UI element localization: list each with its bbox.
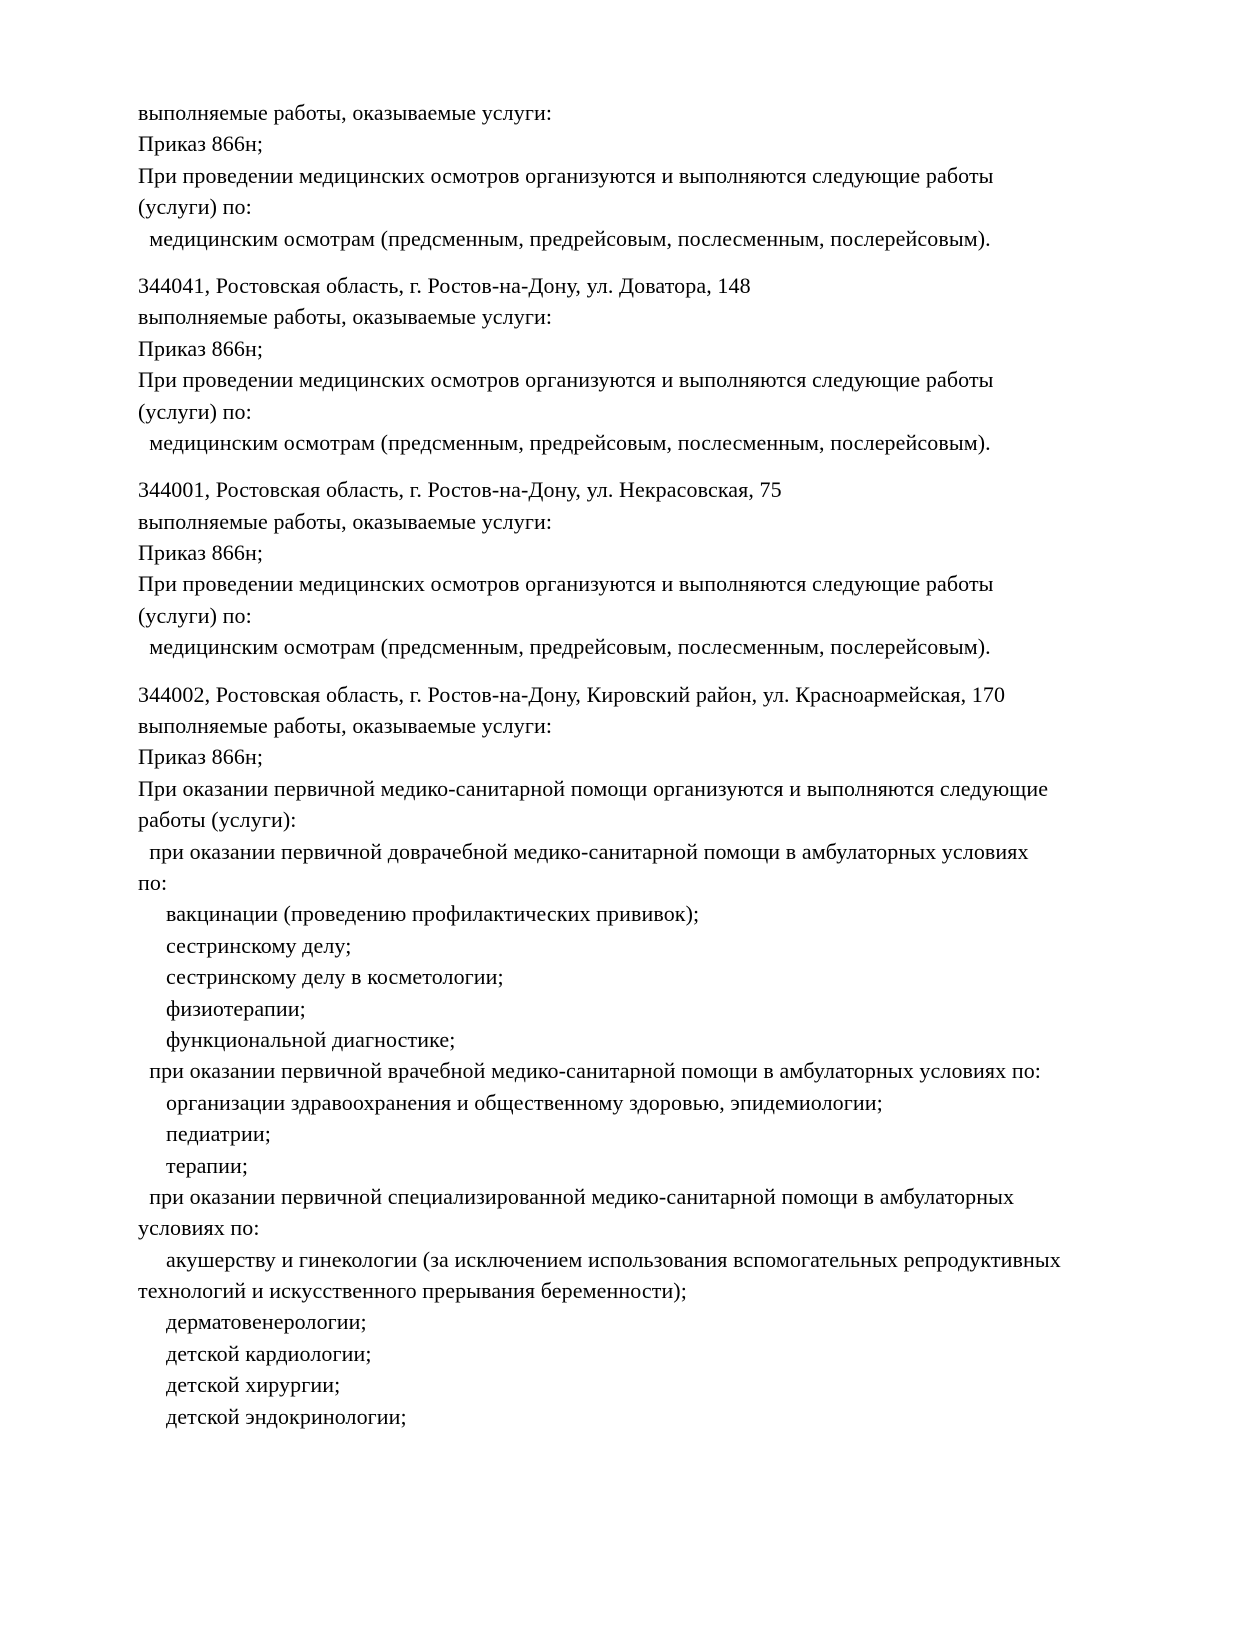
text-line: выполняемые работы, оказываемые услуги: [138,508,553,534]
text-line: условиях по: [138,1215,260,1241]
text-line: детской хирургии; [138,1372,341,1398]
text-line: (услуги) по: [138,194,252,220]
text-line: медицинским осмотрам (предсменным, предрейсовым, послесменным, послерейсовым). [138,225,991,251]
text-line: детской кардиологии; [138,1340,372,1366]
document-body [138,97,1200,1448]
license-block [138,270,1200,458]
text-line: медицинским осмотрам (предсменным, предрейсовым, послесменным, послерейсовым). [138,429,991,455]
text-line: при оказании первичной врачебной медико-санитарной помощи в амбулаторных условиях по: [138,1058,1042,1084]
license-block [138,679,1200,1432]
text-line: выполняемые работы, оказываемые услуги: [138,304,553,330]
text-line: физиотерапии; [138,995,306,1021]
text-line: педиатрии; [138,1121,271,1147]
text-line: при оказании первичной доврачебной медико-санитарной помощи в амбулаторных условиях [138,838,1029,864]
text-line: При оказании первичной медико-санитарной помощи организуются и выполняются следующие [138,775,1049,801]
license-block [138,474,1200,662]
text-line: при оказании первичной специализированной медико-санитарной помощи в амбулаторных [138,1183,1015,1209]
text-line: детской эндокринологии; [138,1403,407,1429]
text-line: функциональной диагностике; [138,1026,456,1052]
text-line: При проведении медицинских осмотров организуются и выполняются следующие работы [138,367,994,393]
text-line: дерматовенерологии; [138,1309,367,1335]
text-line: Приказ 866н; [138,131,264,157]
text-line: 344002, Ростовская область, г. Ростов-на-Дону, Кировский район, ул. Красноармейская, 170 [138,681,1006,707]
text-line: работы (услуги): [138,807,297,833]
text-line: Приказ 866н; [138,540,264,566]
text-line: терапии; [138,1152,249,1178]
text-line: Приказ 866н; [138,744,264,770]
text-line: (услуги) по: [138,602,252,628]
license-block [138,97,1200,254]
text-line: технологий и искусственного прерывания беременности); [138,1278,687,1304]
text-line: сестринскому делу в косметологии; [138,964,504,990]
text-line: акушерству и гинекологии (за исключением использования вспомогательных репродуктивных [138,1246,1061,1272]
text-line: При проведении медицинских осмотров организуются и выполняются следующие работы [138,162,994,188]
text-line: медицинским осмотрам (предсменным, предрейсовым, послесменным, послерейсовым). [138,634,991,660]
text-line: 344041, Ростовская область, г. Ростов-на-Дону, ул. Доватора, 148 [138,272,751,298]
text-line: сестринскому делу; [138,932,352,958]
text-line: выполняемые работы, оказываемые услуги: [138,713,553,739]
text-line: вакцинации (проведению профилактических прививок); [138,901,700,927]
text-line: 344001, Ростовская область, г. Ростов-на-Дону, ул. Некрасовская, 75 [138,477,782,503]
text-line: (услуги) по: [138,398,252,424]
text-line: по: [138,869,168,895]
text-line: Приказ 866н; [138,335,264,361]
text-line: организации здравоохранения и общественному здоровью, эпидемиологии; [138,1089,883,1115]
text-line: выполняемые работы, оказываемые услуги: [138,100,553,125]
text-line: При проведении медицинских осмотров организуются и выполняются следующие работы [138,571,994,597]
